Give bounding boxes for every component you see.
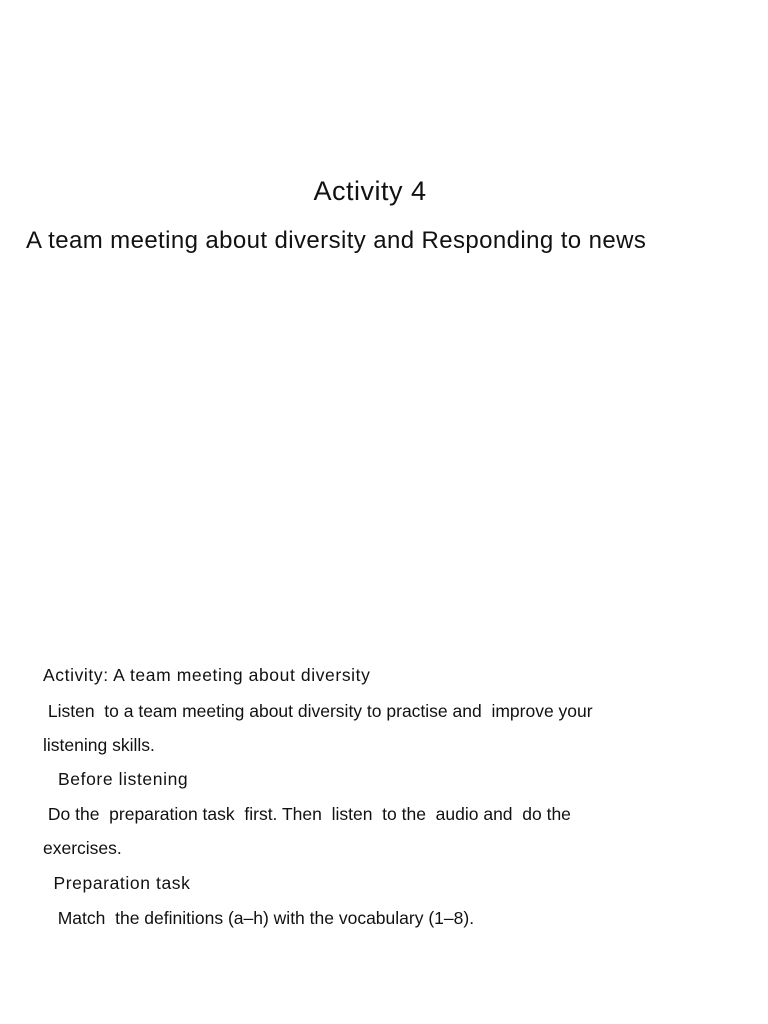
intro-text-line-2: listening skills. xyxy=(43,735,155,755)
intro-text-line-1: Listen to a team meeting about diversity to practise and improve your xyxy=(43,701,593,721)
page-title: Activity 4 xyxy=(313,176,427,206)
activity-heading: Activity: A team meeting about diversity xyxy=(43,665,371,685)
before-listening-heading: Before listening xyxy=(58,769,189,789)
instruction-line-2: exercises. xyxy=(43,838,122,858)
match-instruction: Match the definitions (a–h) with the vocabulary (1–8). xyxy=(48,908,475,928)
instruction-line-1: Do the preparation task first. Then listen to the audio and do the xyxy=(43,804,571,824)
preparation-task-heading: Preparation task xyxy=(48,873,191,893)
page-subtitle: A team meeting about diversity and Responding to news xyxy=(26,227,647,254)
